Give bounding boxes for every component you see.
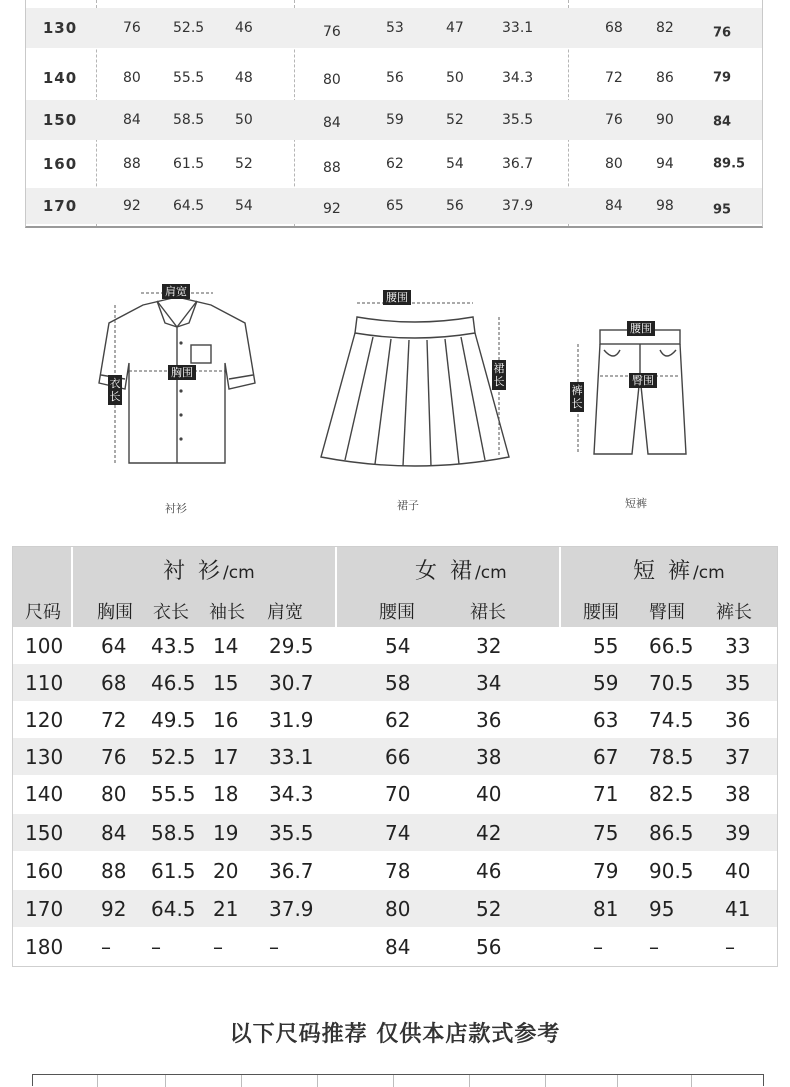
table-cell: 70 [385, 782, 411, 806]
table-cell: 39 [725, 821, 751, 845]
table-cell: 76 [713, 25, 732, 41]
table-cell: 94 [656, 156, 674, 172]
table-cell: 80 [101, 782, 127, 806]
table-cell: 53 [386, 20, 404, 36]
table-cell: 72 [605, 70, 623, 86]
size-cell: 180 [25, 935, 64, 959]
table-row [26, 56, 762, 100]
table-cell: 75 [593, 821, 619, 845]
chest-tag: 胸围 [168, 365, 196, 380]
table-cell: 88 [323, 159, 341, 176]
table-cell: 41 [725, 897, 751, 921]
garment-illustrations [40, 255, 760, 525]
table-cell: 30.7 [269, 671, 314, 695]
table-cell: 38 [476, 745, 502, 769]
table-cell: 92 [101, 897, 127, 921]
table-cell: 52 [446, 112, 464, 128]
table-cell: 55 [593, 634, 619, 658]
table-cell: 48 [235, 70, 253, 86]
table-cell: 50 [446, 70, 464, 86]
table-cell: 86.5 [649, 821, 694, 845]
table-row [13, 775, 777, 812]
skirt-length-tag: 裙长 [493, 362, 505, 388]
column-header-row [13, 589, 777, 627]
table-cell: 33.1 [502, 20, 534, 36]
group-header-skirt: 女 裙/cm [415, 559, 507, 584]
table-cell: 90.5 [649, 859, 694, 883]
table-cell: 84 [713, 114, 732, 130]
header-sleeve-length: 袖长 [209, 602, 245, 623]
table-cell: 84 [323, 115, 341, 132]
table-cell: 72 [101, 708, 127, 732]
table-cell: 76 [101, 745, 127, 769]
table-cell: – [151, 935, 161, 959]
table-cell: 64.5 [151, 897, 196, 921]
shorts-length-tag: 裤长 [571, 384, 583, 410]
table-row [13, 890, 777, 927]
table-cell: 59 [386, 112, 404, 128]
table-cell: 19 [213, 821, 239, 845]
table-cell: 32 [476, 634, 502, 658]
size-cell: 160 [25, 859, 64, 883]
table-cell: – [213, 935, 223, 959]
table-cell: 50 [235, 112, 253, 128]
shorts-caption: 短裤 [625, 497, 647, 510]
size-cell: 150 [25, 821, 64, 845]
table-cell: 64 [101, 634, 127, 658]
table-cell: 52.5 [173, 20, 205, 36]
table-cell: 33.1 [269, 745, 314, 769]
table-cell: 61.5 [151, 859, 196, 883]
table-cell: 92 [123, 198, 141, 214]
size-cell: 110 [25, 671, 64, 695]
table-cell: 88 [123, 156, 141, 172]
table-cell: 37.9 [269, 897, 314, 921]
table-cell: 78.5 [649, 745, 694, 769]
table-cell: 80 [323, 72, 341, 89]
table-cell: 76 [323, 24, 341, 40]
size-cell: 100 [25, 634, 64, 658]
table-cell: 58.5 [173, 112, 205, 128]
shorts-waist-tag: 腰围 [627, 321, 655, 336]
table-cell: 49.5 [151, 708, 196, 732]
group-header-shirt: 衬 衫/cm [163, 559, 255, 584]
table-cell: 46 [476, 859, 502, 883]
group-header-row [13, 547, 777, 589]
table-cell: 52.5 [151, 745, 196, 769]
table-cell: 40 [725, 859, 751, 883]
skirt-waist-tag: 腰围 [383, 290, 411, 305]
shorts-hip-tag: 臀围 [629, 373, 657, 388]
skirt-drawing [315, 297, 515, 472]
table-cell: 76 [605, 112, 623, 128]
table-cell: – [649, 935, 659, 959]
header-shirt-length: 衣长 [153, 602, 189, 623]
size-cell: 140 [42, 69, 78, 87]
table-cell: 36.7 [502, 156, 534, 172]
table-cell: 42 [476, 821, 502, 845]
table-cell: 46 [235, 20, 253, 36]
table-cell: 29.5 [269, 634, 314, 658]
table-cell: 66.5 [649, 634, 694, 658]
table-cell: 16 [213, 708, 239, 732]
table-cell: 62 [385, 708, 411, 732]
table-cell: 52 [235, 156, 253, 172]
table-cell: 58.5 [151, 821, 196, 845]
table-cell: 80 [605, 156, 623, 172]
table-cell: 35.5 [269, 821, 314, 845]
table-cell: 47 [446, 20, 464, 36]
table-cell: 82 [656, 20, 674, 36]
table-cell: – [593, 935, 603, 959]
table-cell: 84 [123, 112, 141, 128]
table-cell: 90 [656, 112, 674, 128]
table-cell: 86 [656, 70, 674, 86]
header-shoulder-width: 肩宽 [267, 602, 303, 623]
size-cell: 170 [42, 197, 78, 215]
table-cell: 74 [385, 821, 411, 845]
table-cell: 14 [213, 634, 239, 658]
header-shorts-hip: 臀围 [649, 602, 685, 623]
table-row [13, 852, 777, 889]
skirt-caption: 裙子 [397, 499, 419, 512]
table-cell: 67 [593, 745, 619, 769]
table-cell: 92 [323, 200, 341, 217]
header-skirt-waist: 腰围 [379, 602, 415, 623]
table-cell: 54 [235, 198, 253, 214]
table-cell: 79 [593, 859, 619, 883]
table-row [26, 188, 762, 224]
size-cell: 160 [42, 155, 78, 173]
size-cell: 140 [25, 782, 64, 806]
table-cell: 43.5 [151, 634, 196, 658]
table-cell: 17 [213, 745, 239, 769]
shirt-caption: 衬衫 [165, 502, 187, 515]
header-size: 尺码 [25, 602, 61, 623]
table-cell: 82.5 [649, 782, 694, 806]
table-cell: 62 [386, 156, 404, 172]
table-cell: 79 [713, 70, 732, 86]
top-size-table [25, 0, 763, 228]
table-cell: 70.5 [649, 671, 694, 695]
size-cell: 130 [42, 19, 78, 37]
table-cell: 61.5 [173, 156, 205, 172]
table-row [26, 100, 762, 140]
table-row [13, 664, 777, 701]
table-row [13, 928, 777, 965]
table-cell: 58 [385, 671, 411, 695]
header-skirt-length: 裙长 [470, 602, 506, 623]
table-cell: 54 [385, 634, 411, 658]
table-cell: – [725, 935, 735, 959]
size-cell: 120 [25, 708, 64, 732]
table-cell: 31.9 [269, 708, 314, 732]
table-cell: 95 [713, 202, 732, 218]
table-cell: 35 [725, 671, 751, 695]
table-cell: 37.9 [502, 198, 534, 214]
table-cell: 46.5 [151, 671, 196, 695]
table-cell: 55.5 [151, 782, 196, 806]
table-row [26, 8, 762, 48]
table-cell: 80 [123, 70, 141, 86]
table-cell: 71 [593, 782, 619, 806]
table-cell: 20 [213, 859, 239, 883]
table-cell: 95 [649, 897, 675, 921]
header-shorts-length: 裤长 [716, 602, 752, 623]
table-cell: 74.5 [649, 708, 694, 732]
size-cell: 150 [42, 111, 78, 129]
table-cell: – [101, 935, 111, 959]
table-cell: 56 [446, 198, 464, 214]
recommendation-title: 以下尺码推荐 仅供本店款式参考 [229, 1022, 561, 1047]
table-cell: 88 [101, 859, 127, 883]
table-cell: 33 [725, 634, 751, 658]
table-cell: 18 [213, 782, 239, 806]
table-cell: 81 [593, 897, 619, 921]
header-chest: 胸围 [97, 602, 133, 623]
table-cell: 84 [101, 821, 127, 845]
table-cell: 21 [213, 897, 239, 921]
table-cell: 55.5 [173, 70, 205, 86]
table-cell: 68 [605, 20, 623, 36]
shoulder-width-tag: 肩宽 [162, 284, 190, 299]
table-cell: 66 [385, 745, 411, 769]
table-cell: 38 [725, 782, 751, 806]
header-shorts-waist: 腰围 [583, 602, 619, 623]
table-cell: 65 [386, 198, 404, 214]
table-cell: 54 [446, 156, 464, 172]
table-cell: 98 [656, 198, 674, 214]
table-row [13, 701, 777, 738]
table-cell: 84 [385, 935, 411, 959]
table-cell: 52 [476, 897, 502, 921]
table-cell: 34 [476, 671, 502, 695]
table-row [13, 814, 777, 851]
table-cell: – [269, 935, 279, 959]
table-cell: 36 [476, 708, 502, 732]
table-row [13, 738, 777, 775]
table-cell: 56 [476, 935, 502, 959]
size-chart-table [12, 546, 778, 967]
table-cell: 36 [725, 708, 751, 732]
table-cell: 34.3 [502, 70, 534, 86]
next-table-edge [32, 1074, 764, 1086]
table-cell: 89.5 [713, 156, 746, 172]
table-cell: 80 [385, 897, 411, 921]
table-cell: 68 [101, 671, 127, 695]
table-cell: 63 [593, 708, 619, 732]
shirt-length-tag: 衣长 [109, 377, 121, 403]
table-cell: 78 [385, 859, 411, 883]
table-cell: 64.5 [173, 198, 205, 214]
size-cell: 170 [25, 897, 64, 921]
table-row [26, 140, 762, 188]
table-cell: 35.5 [502, 112, 534, 128]
table-cell: 15 [213, 671, 239, 695]
table-cell: 37 [725, 745, 751, 769]
group-header-shorts: 短 裤/cm [633, 559, 725, 584]
table-cell: 76 [123, 20, 141, 36]
table-cell: 84 [605, 198, 623, 214]
table-row [13, 627, 777, 664]
table-cell: 40 [476, 782, 502, 806]
table-cell: 56 [386, 70, 404, 86]
table-cell: 34.3 [269, 782, 314, 806]
table-cell: 36.7 [269, 859, 314, 883]
size-cell: 130 [25, 745, 64, 769]
table-cell: 59 [593, 671, 619, 695]
